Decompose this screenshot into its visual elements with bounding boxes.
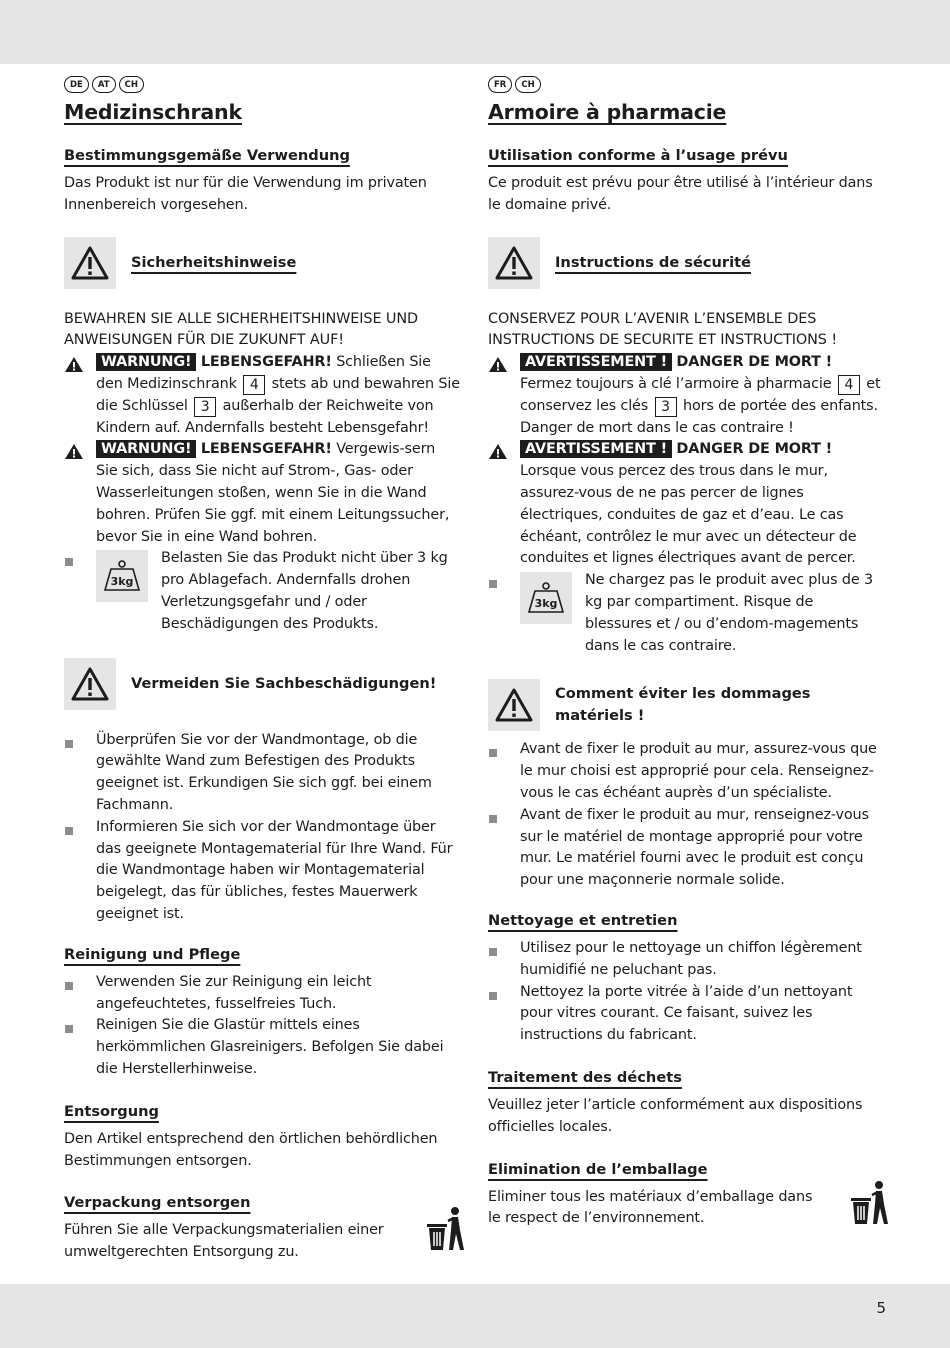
weight-3kg-icon: [520, 572, 572, 624]
list-item: Avant de fixer le produit au mur, assurez-vous que le mur choisi est approprié pour cela. Renseignez-vous le cas échéant auprès d’un spécialiste.: [488, 739, 884, 804]
danger-label: DANGER DE MORT !: [676, 441, 833, 458]
warning-item: [64, 439, 460, 548]
list-item: Avant de fixer le produit au mur, renseignez-vous sur le matériel de montage approprié pour votre mur. Le matériel fourni avec le produit est conçu pour une maçonnerie normale solide.: [488, 805, 884, 892]
warning-text: Schließen Sie den Medizinschrank: [96, 354, 431, 392]
packaging-heading: Verpackung entsorgen: [64, 1194, 251, 1212]
waste-bin-icon: [424, 1206, 466, 1254]
header-band: [0, 0, 950, 64]
warning-triangle-icon: [64, 658, 116, 710]
danger-label: LEBENSGEFAHR!: [200, 441, 332, 458]
warning-item: [488, 439, 884, 570]
part-number: 4: [243, 375, 265, 395]
list-item: Verwenden Sie zur Reinigung ein leicht angefeuchtetes, fusselfreies Tuch.: [64, 972, 460, 1016]
warning-text: Fermez toujours à clé l’armoire à pharmacie: [520, 375, 832, 392]
damage-heading: Comment éviter les dommages matériels !: [555, 685, 811, 725]
warning-text: stets ab und bewahren Sie die Schlüssel: [96, 375, 460, 414]
cleaning-heading: Reinigung und Pflege: [64, 945, 241, 963]
packaging-text: Eliminer tous les matériaux d’emballage dans le respect de l’environnement.: [488, 1188, 813, 1227]
country-flags: [488, 76, 884, 95]
disposal-text: Veuillez jeter l’article conformément aux dispositions officielles locales.: [488, 1096, 863, 1135]
warning-badge: WARNUNG!: [96, 353, 196, 371]
list-item: Überprüfen Sie vor der Wandmontage, ob die gewählte Wand zum Befestigen des Produkts geeignet ist. Erkundigen Sie sich ggf. bei einem Fachmann.: [64, 730, 460, 817]
part-number: 3: [194, 397, 216, 417]
warning-text: außerhalb der Reichweite von Kindern auf. Andernfalls besteht Lebensgefahr!: [96, 397, 434, 436]
danger-label: DANGER DE MORT !: [676, 354, 833, 371]
disposal-text: Den Artikel entsprechend den örtlichen behördlichen Bestimmungen entsorgen.: [64, 1130, 438, 1169]
country-badge-de: DE: [64, 76, 89, 93]
page-title: Medizinschrank: [64, 100, 242, 124]
warning-small-icon: [64, 443, 84, 460]
warning-text: Lorsque vous percez des trous dans le mur, assurez-vous de ne pas percer de lignes électriques, conduites de gaz et d’eau. Le cas échéant, contrôlez le mur avec un détecteur de conduites et lignes électriques avant de percer.: [520, 463, 857, 567]
warning-badge: AVERTISSEMENT !: [520, 353, 672, 371]
intended-use-text: Ce produit est prévu pour être utilisé à l’intérieur dans le domaine privé.: [488, 175, 873, 213]
safety-heading: Sicherheitshinweise: [131, 253, 297, 271]
load-limit-item: [64, 548, 460, 635]
damage-heading-box: [488, 679, 884, 731]
load-limit-text: Belasten Sie das Produkt nicht über 3 kg pro Ablagefach. Andernfalls drohen Verletzungsgefahr und / oder Beschädigungen des Produkts.: [161, 550, 448, 632]
intended-use-text: Das Produkt ist nur für die Verwendung im privaten Innenbereich vorgesehen.: [64, 175, 427, 213]
danger-label: LEBENSGEFAHR!: [200, 354, 332, 371]
part-number: 4: [838, 375, 860, 395]
load-limit-item: [488, 570, 884, 657]
country-badge-ch: CH: [515, 76, 540, 93]
warning-item: [488, 352, 884, 439]
german-column: [64, 76, 460, 1264]
warning-text: Vergewis-sern Sie sich, dass Sie nicht auf Strom-, Gas- oder Wasserleitungen stoßen, wenn Sie in die Wand bohren. Prüfen Sie ggf. mit einem Leitungssucher, bevor Sie in eine Wand bohren.: [96, 441, 450, 545]
country-badge-at: AT: [92, 76, 116, 93]
country-flags: [64, 76, 460, 95]
warning-item: [64, 352, 460, 439]
part-number: 3: [655, 397, 677, 417]
list-item: Reinigen Sie die Glastür mittels eines herkömmlichen Glasreinigers. Befolgen Sie dabei die Herstellerhinweise.: [64, 1015, 460, 1080]
warning-small-icon: [64, 356, 84, 373]
footer-band: [0, 1284, 950, 1348]
cleaning-heading: Nettoyage et entretien: [488, 911, 678, 929]
weight-3kg-icon: [96, 550, 148, 602]
waste-bin-icon: [848, 1180, 890, 1228]
warning-small-icon: [488, 356, 508, 373]
svg-text:3kg: 3kg: [534, 597, 558, 611]
packaging-heading: Elimination de l’emballage: [488, 1160, 708, 1178]
disposal-heading: Traitement des déchets: [488, 1068, 682, 1086]
damage-heading-box: [64, 658, 460, 710]
safety-heading-box: [64, 237, 460, 289]
country-badge-ch: CH: [119, 76, 144, 93]
load-limit-text: Ne chargez pas le produit avec plus de 3 kg par compartiment. Risque de blessures et / ou d’endom-magements dans le cas contraire.: [585, 572, 874, 654]
safety-heading-box: [488, 237, 884, 289]
svg-text:3kg: 3kg: [110, 575, 134, 589]
safety-heading: Instructions de sécurité: [555, 253, 752, 271]
list-item: Nettoyez la porte vitrée à l’aide d’un nettoyant pour vitres courant. Ce faisant, suivez les instructions du fabricant.: [488, 982, 884, 1047]
bullet-square: [489, 580, 497, 588]
warning-triangle-icon: [64, 237, 116, 289]
list-item: Informieren Sie sich vor der Wandmontage über das geeignete Montagematerial für Ihre Wand. Für die Wandmontage haben wir Montagematerial beigelegt, das für übliches, festes Mauerwerk geeignet ist.: [64, 817, 460, 926]
french-column: [488, 76, 884, 1230]
warning-triangle-icon: [488, 679, 540, 731]
damage-heading: Vermeiden Sie Sachbeschädigungen!: [131, 674, 437, 692]
warning-triangle-icon: [488, 237, 540, 289]
packaging-text: Führen Sie alle Verpackungsmaterialien einer umweltgerechten Entsorgung zu.: [64, 1222, 384, 1261]
warning-badge: AVERTISSEMENT !: [520, 440, 672, 458]
page-title: Armoire à pharmacie: [488, 100, 727, 124]
warning-text: et conservez les clés: [520, 375, 881, 414]
warning-badge: WARNUNG!: [96, 440, 196, 458]
safety-caps-notice: BEWAHREN SIE ALLE SICHERHEITSHINWEISE UND ANWEISUNGEN FÜR DIE ZUKUNFT AUF!: [64, 310, 418, 349]
warning-text: hors de portée des enfants. Danger de mort dans le cas contraire !: [520, 397, 878, 436]
disposal-heading: Entsorgung: [64, 1102, 159, 1120]
list-item: Utilisez pour le nettoyage un chiffon légèrement humidifié ne peluchant pas.: [488, 938, 884, 982]
page-number: 5: [876, 1299, 886, 1317]
intended-use-heading: Utilisation conforme à l’usage prévu: [488, 147, 788, 164]
intended-use-heading: Bestimmungsgemäße Verwendung: [64, 147, 350, 164]
bullet-square: [65, 558, 73, 566]
safety-caps-notice: CONSERVEZ POUR L’AVENIR L’ENSEMBLE DES INSTRUCTIONS DE SECURITE ET INSTRUCTIONS !: [488, 310, 837, 349]
warning-small-icon: [488, 443, 508, 460]
country-badge-fr: FR: [488, 76, 512, 93]
